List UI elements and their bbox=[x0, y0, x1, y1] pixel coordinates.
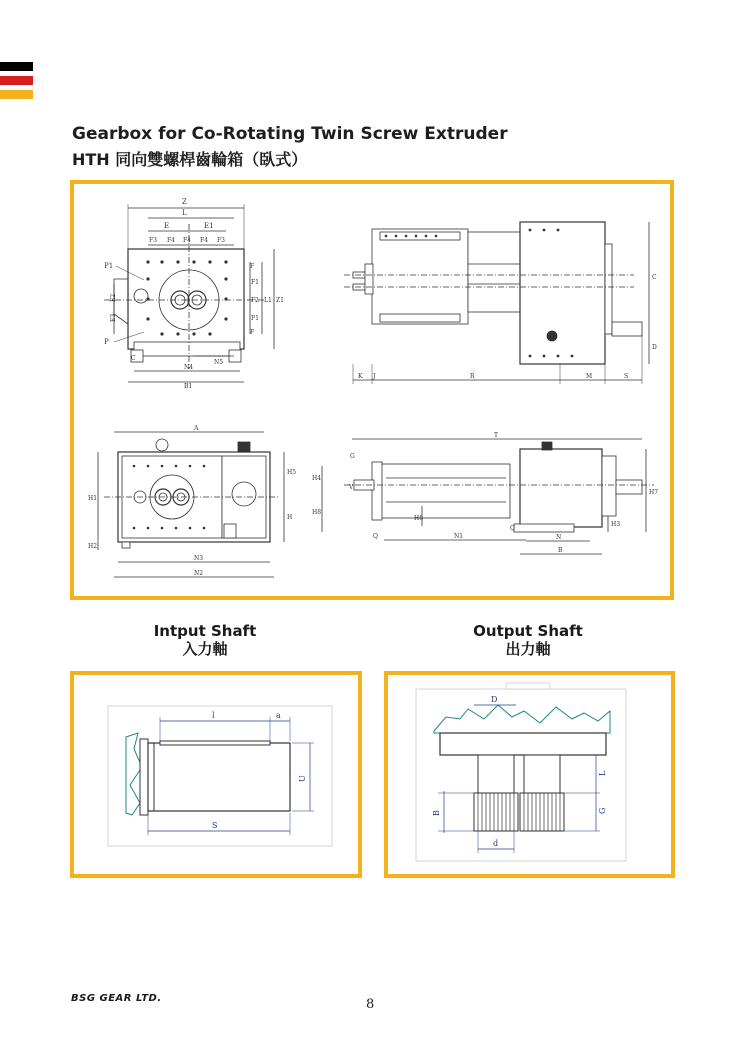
input-shaft-heading bbox=[95, 622, 315, 658]
svg-text:S: S bbox=[624, 373, 629, 380]
page-title-cn: HTH 同向雙螺桿齒輪箱（臥式） bbox=[72, 150, 308, 169]
flag-stripe-red bbox=[0, 76, 33, 85]
svg-text:F: F bbox=[250, 329, 255, 336]
svg-text:F4: F4 bbox=[200, 237, 208, 244]
input-dim-u: U bbox=[298, 775, 307, 782]
output-dim-B: B bbox=[432, 810, 441, 816]
svg-text:J: J bbox=[373, 373, 376, 380]
dim-L: L bbox=[182, 209, 187, 217]
svg-text:H2: H2 bbox=[88, 543, 98, 550]
page-title-en: Gearbox for Co-Rotating Twin Screw Extruder bbox=[72, 124, 508, 144]
svg-text:A: A bbox=[194, 425, 199, 432]
plan-view-left bbox=[88, 425, 296, 577]
output-dim-D: D bbox=[491, 695, 498, 704]
svg-text:P1: P1 bbox=[104, 262, 114, 270]
svg-text:H7: H7 bbox=[649, 489, 659, 496]
output-shaft-heading bbox=[418, 622, 638, 658]
output-dim-G: G bbox=[598, 807, 607, 814]
input-dim-l: l bbox=[212, 711, 215, 720]
main-drawing-frame bbox=[70, 180, 674, 600]
output-dim-L: L bbox=[598, 770, 607, 776]
svg-text:N5: N5 bbox=[214, 359, 224, 366]
svg-text:Z1: Z1 bbox=[276, 297, 284, 304]
output-dim-d: d bbox=[493, 839, 499, 848]
input-dim-s: S bbox=[212, 821, 218, 830]
svg-text:F3: F3 bbox=[149, 237, 157, 244]
svg-text:E2: E2 bbox=[110, 293, 117, 302]
svg-text:N2: N2 bbox=[194, 570, 204, 577]
svg-text:B: B bbox=[558, 547, 563, 554]
svg-text:H5: H5 bbox=[287, 469, 297, 476]
output-shaft-title-en: Output Shaft bbox=[473, 622, 583, 640]
svg-text:H4: H4 bbox=[312, 475, 322, 482]
svg-text:C: C bbox=[131, 355, 136, 362]
svg-text:P: P bbox=[104, 338, 109, 346]
svg-text:F: F bbox=[250, 263, 255, 270]
svg-text:N: N bbox=[556, 534, 562, 541]
svg-text:F2: F2 bbox=[251, 297, 259, 304]
svg-text:H: H bbox=[287, 514, 293, 521]
svg-text:B1: B1 bbox=[184, 383, 193, 390]
svg-text:H6: H6 bbox=[414, 515, 424, 522]
svg-text:N4: N4 bbox=[184, 364, 194, 371]
gearbox-dimension-drawing bbox=[74, 184, 670, 596]
svg-text:E3: E3 bbox=[110, 313, 117, 322]
dim-E: E bbox=[164, 222, 170, 230]
svg-text:N1: N1 bbox=[454, 533, 464, 540]
front-view bbox=[104, 198, 284, 390]
side-view bbox=[344, 222, 657, 384]
svg-text:F4: F4 bbox=[167, 237, 175, 244]
input-shaft-title-cn: 入力軸 bbox=[182, 640, 228, 658]
svg-text:K: K bbox=[358, 373, 363, 380]
svg-text:F3: F3 bbox=[217, 237, 225, 244]
svg-text:Q: Q bbox=[373, 533, 378, 540]
footer-brand: BSG GEAR LTD. bbox=[71, 993, 162, 1004]
svg-text:M: M bbox=[586, 373, 593, 380]
input-shaft-title-en: Intput Shaft bbox=[153, 622, 257, 640]
svg-text:F1: F1 bbox=[251, 279, 259, 286]
flag-stripe-yellow bbox=[0, 90, 33, 99]
dim-Z: Z bbox=[182, 198, 187, 206]
svg-text:F4: F4 bbox=[183, 237, 191, 244]
svg-text:H3: H3 bbox=[611, 521, 621, 528]
output-shaft-drawing bbox=[388, 675, 671, 874]
svg-text:Q: Q bbox=[510, 525, 515, 532]
svg-text:R: R bbox=[470, 373, 475, 380]
input-shaft-frame bbox=[70, 671, 362, 878]
plan-view-right bbox=[312, 432, 658, 554]
input-shaft-drawing bbox=[74, 675, 358, 874]
output-shaft-frame bbox=[384, 671, 675, 878]
svg-text:N3: N3 bbox=[194, 555, 204, 562]
svg-text:L1: L1 bbox=[264, 297, 272, 304]
svg-text:T: T bbox=[494, 432, 499, 439]
page-number: 8 bbox=[366, 997, 375, 1012]
output-shaft-title-cn: 出力軸 bbox=[505, 640, 551, 658]
svg-text:C: C bbox=[652, 274, 657, 281]
svg-text:V: V bbox=[349, 484, 354, 491]
input-dim-a: a bbox=[276, 711, 281, 720]
dim-E1: E1 bbox=[204, 222, 214, 230]
svg-text:F1: F1 bbox=[251, 315, 259, 322]
svg-text:H8: H8 bbox=[312, 509, 322, 516]
svg-text:D: D bbox=[652, 344, 657, 351]
flag-stripe-black bbox=[0, 62, 33, 71]
svg-text:H1: H1 bbox=[88, 495, 98, 502]
svg-text:G: G bbox=[350, 453, 355, 460]
